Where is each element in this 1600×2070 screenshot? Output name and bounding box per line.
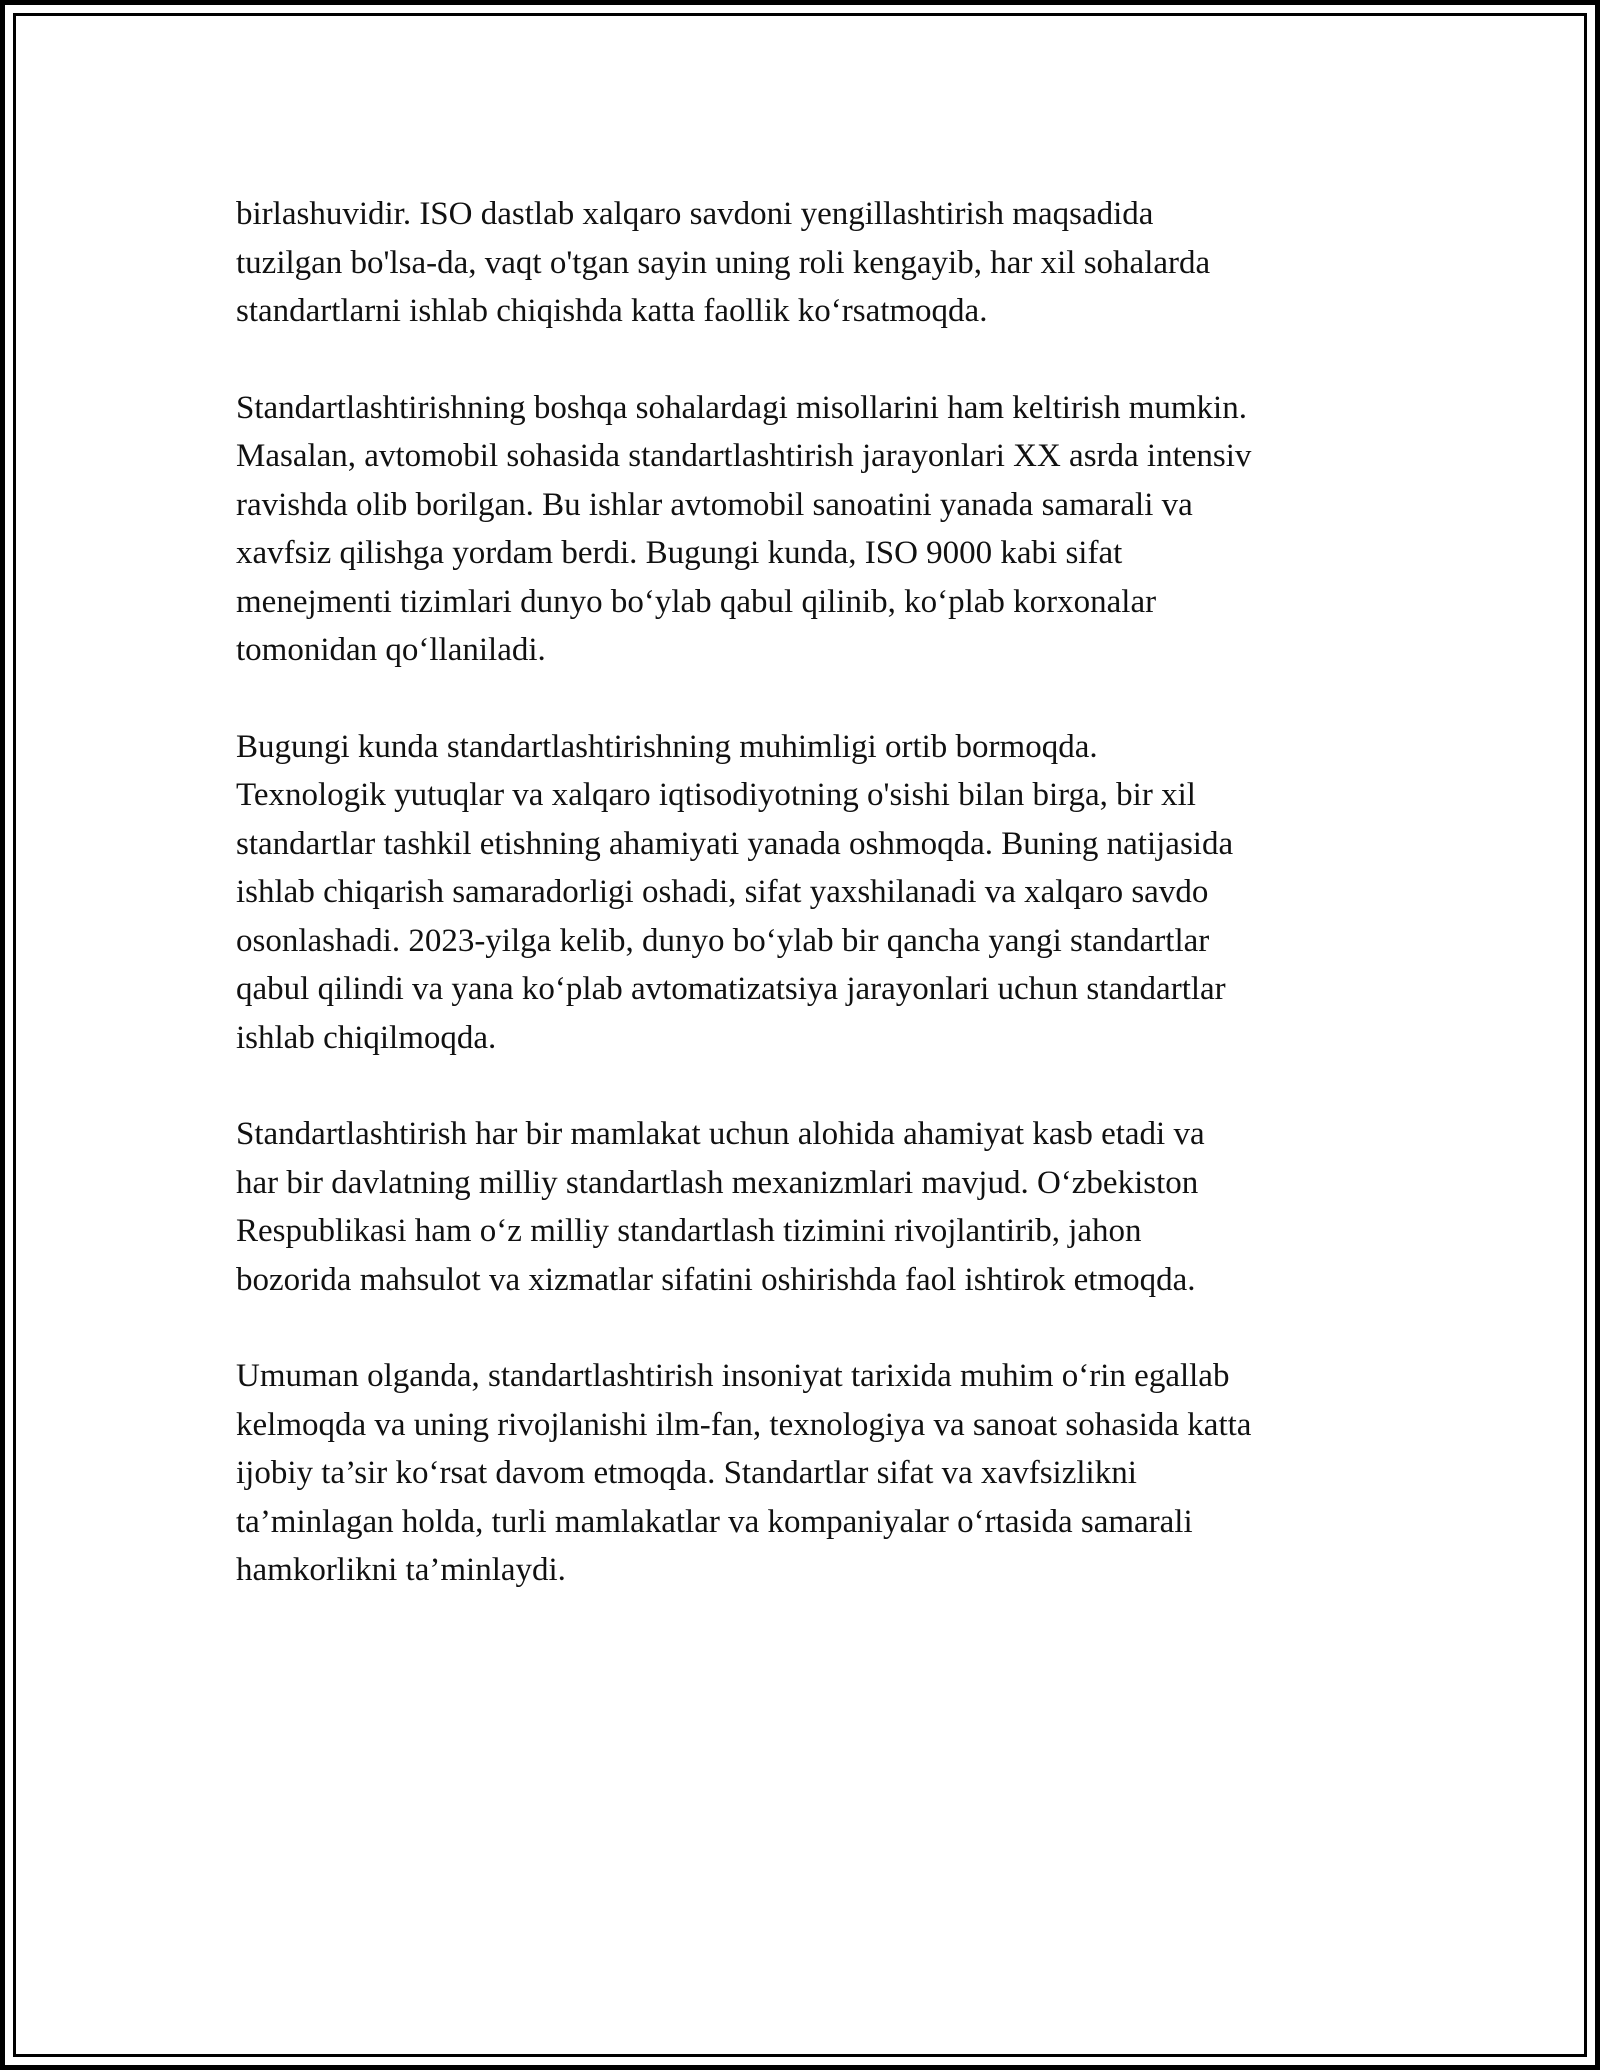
text-line: Respublikasi ham o‘z milliy standartlash tizimini rivojlantirib, jahon (236, 1213, 1142, 1249)
text-line: Bugungi kunda standartlashtirishning muhimligi ortib bormoqda. (236, 728, 1098, 765)
text-line: har bir davlatning milliy standartlash mexanizmlari mavjud. O‘zbekiston (236, 1164, 1199, 1201)
paragraph-conclusion (236, 1352, 1366, 1595)
text-line: Masalan, avtomobil sohasida standartlashtirish jarayonlari XX asrda intensiv (236, 438, 1252, 474)
text-line: ta’minlagan holda, turli mamlakatlar va kompaniyalar o‘rtasida samarali (236, 1503, 1193, 1540)
text-line: ishlab chiqilmoqda. (236, 1019, 497, 1056)
text-line: birlashuvidir. ISO dastlab xalqaro savdoni yengillashtirish maqsadida (236, 196, 1154, 232)
text-line: bozorida mahsulot va xizmatlar sifatini oshirishda faol ishtirok etmoqda. (236, 1261, 1196, 1298)
text-line: osonlashadi. 2023-yilga kelib, dunyo bo‘ylab bir qancha yangi standartlar (236, 922, 1210, 959)
text-line: Texnologik yutuqlar va xalqaro iqtisodiyotning o'sishi bilan birga, bir xil (236, 777, 1196, 813)
text-line: qabul qilindi va yana ko‘plab avtomatizatsiya jarayonlari uchun standartlar (236, 971, 1226, 1007)
text-line: tomonidan qo‘llaniladi. (236, 632, 546, 668)
paragraph-iso-origins (236, 190, 1366, 336)
text-line: Umuman olganda, standartlashtirish insoniyat tarixida muhim o‘rin egallab (236, 1358, 1230, 1394)
text-line: tuzilgan bo'lsa-da, vaqt o'tgan sayin uning roli kengayib, har xil sohalarda (236, 244, 1211, 281)
text-line: menejmenti tizimlari dunyo bo‘ylab qabul qilinib, ko‘plab korxonalar (236, 583, 1157, 620)
paragraph-national-standards (236, 1110, 1366, 1304)
text-line: ishlab chiqarish samaradorligi oshadi, sifat yaxshilanadi va xalqaro savdo (236, 874, 1209, 910)
text-line: hamkorlikni ta’minlaydi. (236, 1552, 566, 1588)
paragraph-importance-today (236, 723, 1366, 1063)
text-line: standartlar tashkil etishning ahamiyati yanada oshmoqda. Buning natijasida (236, 825, 1234, 862)
text-line: ravishda olib borilgan. Bu ishlar avtomobil sanoatini yanada samarali va (236, 486, 1193, 523)
document-body (236, 190, 1366, 1643)
text-line: Standartlashtirishning boshqa sohalardagi misollarini ham keltirish mumkin. (236, 389, 1247, 426)
text-line: kelmoqda va uning rivojlanishi ilm-fan, texnologiya va sanoat sohasida katta (236, 1406, 1252, 1443)
text-line: ijobiy ta’sir ko‘rsat davom etmoqda. Standartlar sifat va xavfsizlikni (236, 1455, 1137, 1491)
text-line: Standartlashtirish har bir mamlakat uchun alohida ahamiyat kasb etadi va (236, 1116, 1205, 1152)
text-line: xavfsiz qilishga yordam berdi. Bugungi kunda, ISO 9000 kabi sifat (236, 535, 1123, 571)
text-line: standartlarni ishlab chiqishda katta faollik ko‘rsatmoqda. (236, 293, 988, 329)
paragraph-other-fields (236, 384, 1366, 675)
